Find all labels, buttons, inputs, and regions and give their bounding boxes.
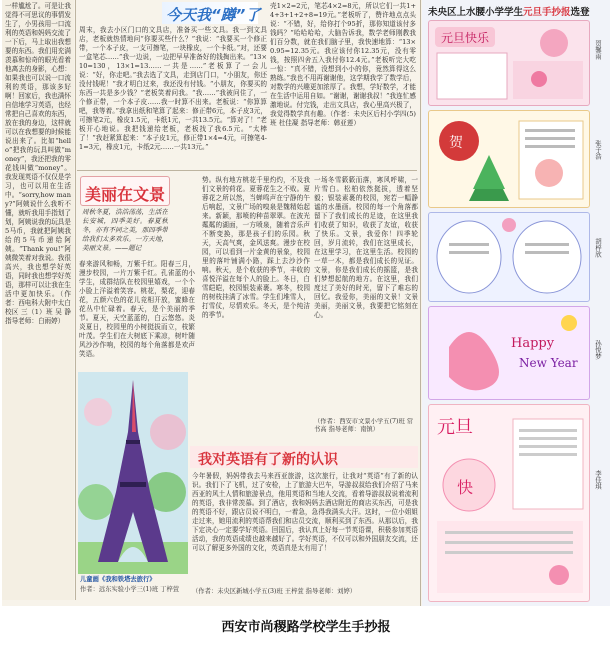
drawing-caption: 儿童画《我和铁塔去旅行》 (80, 576, 156, 583)
sidebar-title-prefix: 未央区上水腰小学学生 (428, 7, 524, 18)
poster-card-2 (428, 110, 590, 208)
svg-text:快: 快 (457, 478, 474, 497)
story-three-byline: （作者：未央区新城小学五(3)班 王梓萱 指导老师：刘婷） (192, 588, 357, 595)
poster-2-art (429, 111, 589, 207)
poster-label-2: 张子浩 (594, 140, 602, 160)
poster-card-5 (428, 404, 590, 602)
poster-1-art (429, 21, 589, 105)
poster-card-4 (428, 306, 590, 400)
story-two-body-middle: 势。纵有地方桃花千里灼灼，不及我们文景的荷花。夏蓉花生之不败。夏蓉花之所以然，当蝉鸣声在宁静的午后响起，文景广场的嗅泉是魏精始起来。新颖，那喷的种苗翠翠。在波光粼粼的湖面，一方喷泉，随着音乐声不断变换，那是孩子们的乐园。秋天，天高气爽，金风送爽。漫步在校园，可以看到一片金黄的景象，校园里的落叶铺满小路，踩上去沙沙作响。秋天，是个收获的季节，丰收的喜悦洋溢在每个人的脸上。冬日，白雪皑皑，校园银装素裹。寒冬，校园的树枝挂满了冰雪。学生们堆雪人，打雪仗，尽情欢乐。冬天，是个纯洁的季节。 (202, 176, 310, 319)
story-two-headline-box (80, 176, 170, 206)
svg-text:元旦快乐: 元旦快乐 (441, 31, 490, 45)
story-three-headline: 我对英语有了新的认识 (198, 452, 338, 468)
top-story-headline-banner (162, 2, 261, 24)
poster-3-art (429, 213, 589, 301)
story-two-headline: 美丽在文景 (85, 185, 166, 204)
poster-5-art (429, 405, 589, 601)
poster-label-1: 贺馨雨 (594, 40, 602, 60)
left-column-text: 一样尴尬了。可是让我觉得不可思议的事情发生了，小男孩用一口流利的英语和妈妈交流了一下后，马上取出我想要的东西。我们用充满羡慕和惊奇的眼光看着他离去的身影，心想：如果我也可以说一口流利的英语，那该多好啊！回家后，我也满怀自信地学习英语，也经常把自己喜欢的东西，放在我的身边，这样就可以在我想要的时候能说出来了。比如“hello”把我的玩具叫做“money”，我还把我的零花钱叫做“money”。我发现英语不仅仅是学习，也可以用在生活中。“sorry,how many?”阿姨说什么我听不懂，就听我用手指划了划，阿姨说我的玩具是5马币，我就把阿姨我给的5马币递给阿姨。“Thank you!”阿姨微笑着对我说。我很高兴，我也想学好英语，同时我也想学好英语，那样可以让我在生活中更加快乐。（作者：西电科大附中太白校区 三（1）班 吴 静 指导老师：白雨婷） (2, 0, 74, 600)
column-divider (75, 0, 76, 600)
poster-4-art (429, 307, 589, 399)
newspaper-page (2, 0, 610, 606)
story-three-headline-box (190, 446, 418, 468)
sidebar-divider (420, 0, 421, 606)
sidebar-title-suffix: 选登 (570, 7, 590, 18)
story-two-subtitle: 周秋冬夏，浩浩荡荡，生活在长安城，四季美好。春夏秋冬，亦有不同之美，那四季带给我们太多欢乐。一方天地，美丽文景。——题记 (82, 208, 168, 252)
poster-card-1 (428, 20, 590, 106)
poster-label-5: 李佳琪 (594, 470, 602, 490)
story-two-body: 春来游风和畅，万紫千红。阳春三月，漫步校园，一片万紫千红。孔雀蓝的小学生，成群结队在校园里嬉戏，一个个小脸上洋溢着笑容。桃花，梨花，迎春花，五颜六色的花儿竞相开放，蜜蜂在花丛中忙碌着。春天，是个美丽的季节。夏天，天空蓝蓝的，白云悠悠。炎炎夏日，校园里的小树挺拔而立，枝繁叶茂。学生们在大树底下乘凉，树叶随风沙沙作响，校园的每个角落都是欢声笑语。 (79, 260, 195, 358)
top-story-body-continued: 壳1×2=2元，笔芯4×2=8元，所以它们一共1+4+3+1+2+8=19元。”老板听了，赞许地点点头说：“不错，好，给你打个95折，那你知道该付多钱吗？”哈哈哈哈，大脑告诉我，数学老师刚教我们百分数，就在我们脑子里，我快速地算：“13×0.95=12.35元。我应该付你12.35元，没有零钱，按照四舍五入我付你12.4元。”老板听完大吃一惊：“真不错，没想到小小的你，竟然算得这么熟练。”我也不用再谢谢他，这学期我学了数学后，对数学的兴趣更加浓厚了。我想，学好数学，才能在生活中运用自如。“谢谢，谢谢我叔！”我连忙感激地说。付完钱，走出文具店，我心里高兴极了，我觉得数学真有趣。（作者：未央区后村小学四(5)班 杜佳凝 指导老师：韩亚莲） (270, 2, 416, 127)
svg-text:New Year: New Year (519, 356, 578, 370)
footer-caption: 西安市尚稷路学校学生手抄报 (221, 620, 391, 635)
sidebar (422, 0, 610, 606)
top-story-body: 周末，我去小区门口的文具店，准备买一些文具。我一到文具店，老板就热情地问“你要买些什么？”我说：“我要买一个修正带，一个本子皮，一支可擦笔，一块橡皮，一个卡纸。”对，还要一盒笔芯……”我一边说，一边把早早准备好的钱掏出来。“13×10=130，13×1=13……一共是……”老板算了一会儿说：“好，你走吧。”我去选了文具，走到店门口，“小朋友，你还没付钱呢！”我才明白过来，我还没有付钱。“小朋友，你要买的东西一共是多少钱？”老板笑着问我。“我……”我被问住了，一个修正带，一个本子皮……我一时算不出来。老板说：“你算算吧，我等着。”我拿出纸和笔算了起来：修正带6元，本子皮3元，可擦笔2元，橡皮1.5元，卡纸1元，一共13.5元。“算对了！”老板开心地说。我把钱递给老板，老板找了我6.5元。“太棒了！”我赶紧算起来：“本子皮1元，修正带1×4=4元，可擦笔4-1=3元，橡皮1元，卡纸2元……一共13元。” (79, 26, 267, 151)
story-two-byline: （作者：西安市文景小学五(7)班 常书高 指导老师：南镇） (314, 418, 414, 433)
poster-card-3 (428, 212, 590, 302)
svg-text:贺: 贺 (449, 135, 463, 151)
poster-label-4: 孙悦梦 (594, 340, 602, 360)
section-divider (77, 170, 417, 171)
poster-label-3: 胡梓欣 (594, 238, 602, 258)
story-two-body-right: 一场冬雪簌簌而落，寒风呼啸，一片雪白。松柏依然挺拔，透着坚毅；银装素裹的校园，宛若一幅静谧的水墨画。校园的每一个角落都留下了我们成长的足迹，在这里我们收获了知识，收获了友谊，收获了快乐。文景，我爱你！四季轮回，岁月流转，我们在这里成长，在这里学习，在这里生活。校园的一草一木，都是我们成长的见证。文景，你是我们成长的摇篮，是我们梦想起航的地方。在这里，我们度过了美好的时光，留下了难忘的回忆。我爱你，美丽的文景！文景美丽，美丽文景，我要把它铭刻在心。 (314, 176, 418, 319)
sidebar-title-highlight: 元旦手抄报 (523, 7, 571, 18)
eiffel-tower-drawing (78, 372, 188, 574)
story-three-body: 今年暑假，妈妈带我去马来西亚旅游，这次旅行，让我对“英语”有了新的认识。我们下了飞机，过了安检，上了旅游大巴车，导游叔叔给我们介绍了马来西亚的风土人情和旅游景点，他用英语和当地人交流，看着导游叔叔说着流利的英语，我非常羡慕。到了酒店，我和妈妈去酒店附近的商店买东西，可是我的英语不好，跟店员说不明白，一着急，急得我满头大汗。这时，一位小姐姐走过来，她用流利的英语帮我们和店员交流，顺利买到了东西。从那以后，我下定决心一定要学好英语。回国后，我认真上好每一节英语课，积极参加英语活动，我的英语成绩也越来越好了。学好英语，不仅可以和外国朋友交流，还可以了解更多外国的文化，英语真是太有用了！ (192, 472, 418, 552)
svg-text:Happy: Happy (511, 336, 555, 351)
sidebar-title (428, 4, 590, 18)
drawing-frame (78, 372, 188, 574)
svg-text:元旦: 元旦 (437, 417, 473, 438)
top-story-headline: 今天我“蹲”了 (166, 6, 261, 24)
drawing-credit: 作者：远东实验小学三(1)班 丁梓萱 (80, 586, 180, 593)
